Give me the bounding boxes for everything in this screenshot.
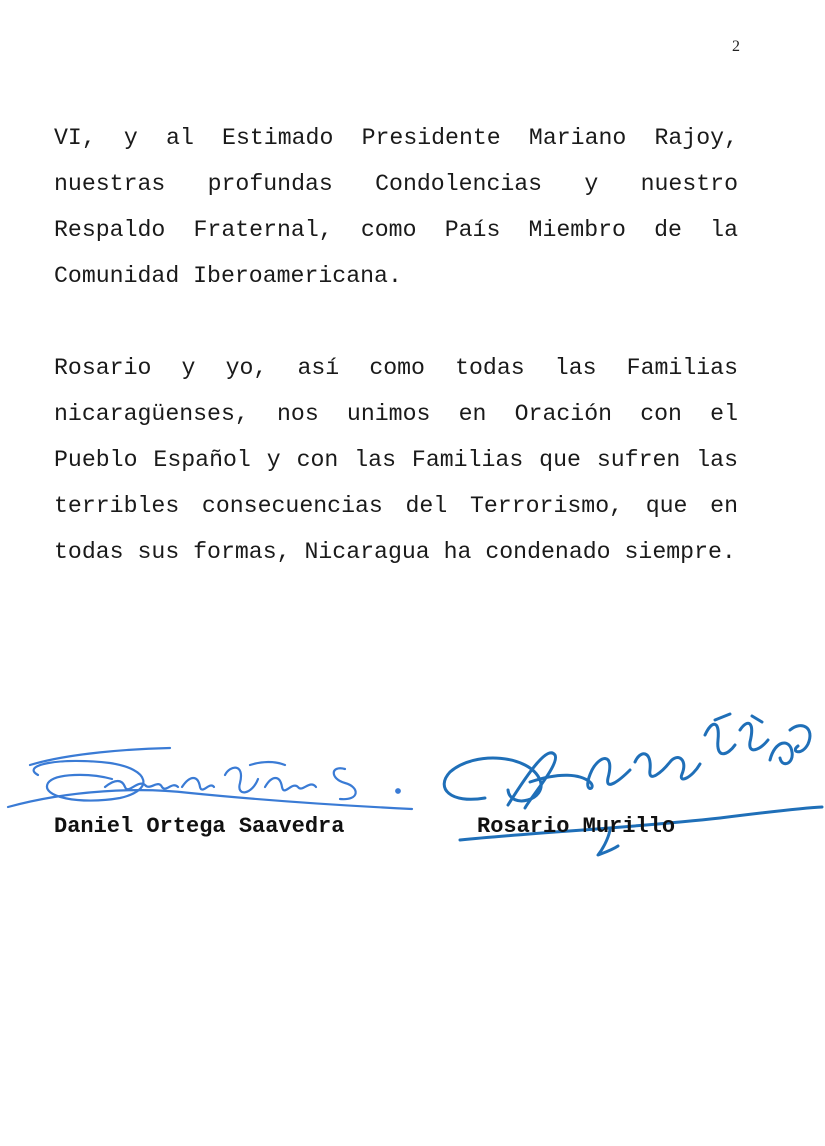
paragraph-condolences: VI, y al Estimado Presidente Mariano Rajoy, nuestras profundas Condolencias y nuestro Respaldo Fraternal, como País Miembro de la Comunidad Iberoamericana. bbox=[54, 125, 738, 289]
page-number: 2 bbox=[732, 38, 740, 55]
signer-name-right: Rosario Murillo bbox=[477, 814, 676, 839]
signature-rosario-murillo bbox=[430, 700, 825, 865]
signature-names bbox=[54, 814, 676, 889]
paragraph-prayer: Rosario y yo, así como todas las Familias nicaragüenses, nos unimos en Oración con el Pueblo Español y con las Familias que sufren las terribles consecuencias del Terrorismo, que en todas sus formas, Nicaragua ha condenado siempre. bbox=[54, 355, 738, 565]
signer-name-left: Daniel Ortega Saavedra bbox=[54, 814, 345, 839]
